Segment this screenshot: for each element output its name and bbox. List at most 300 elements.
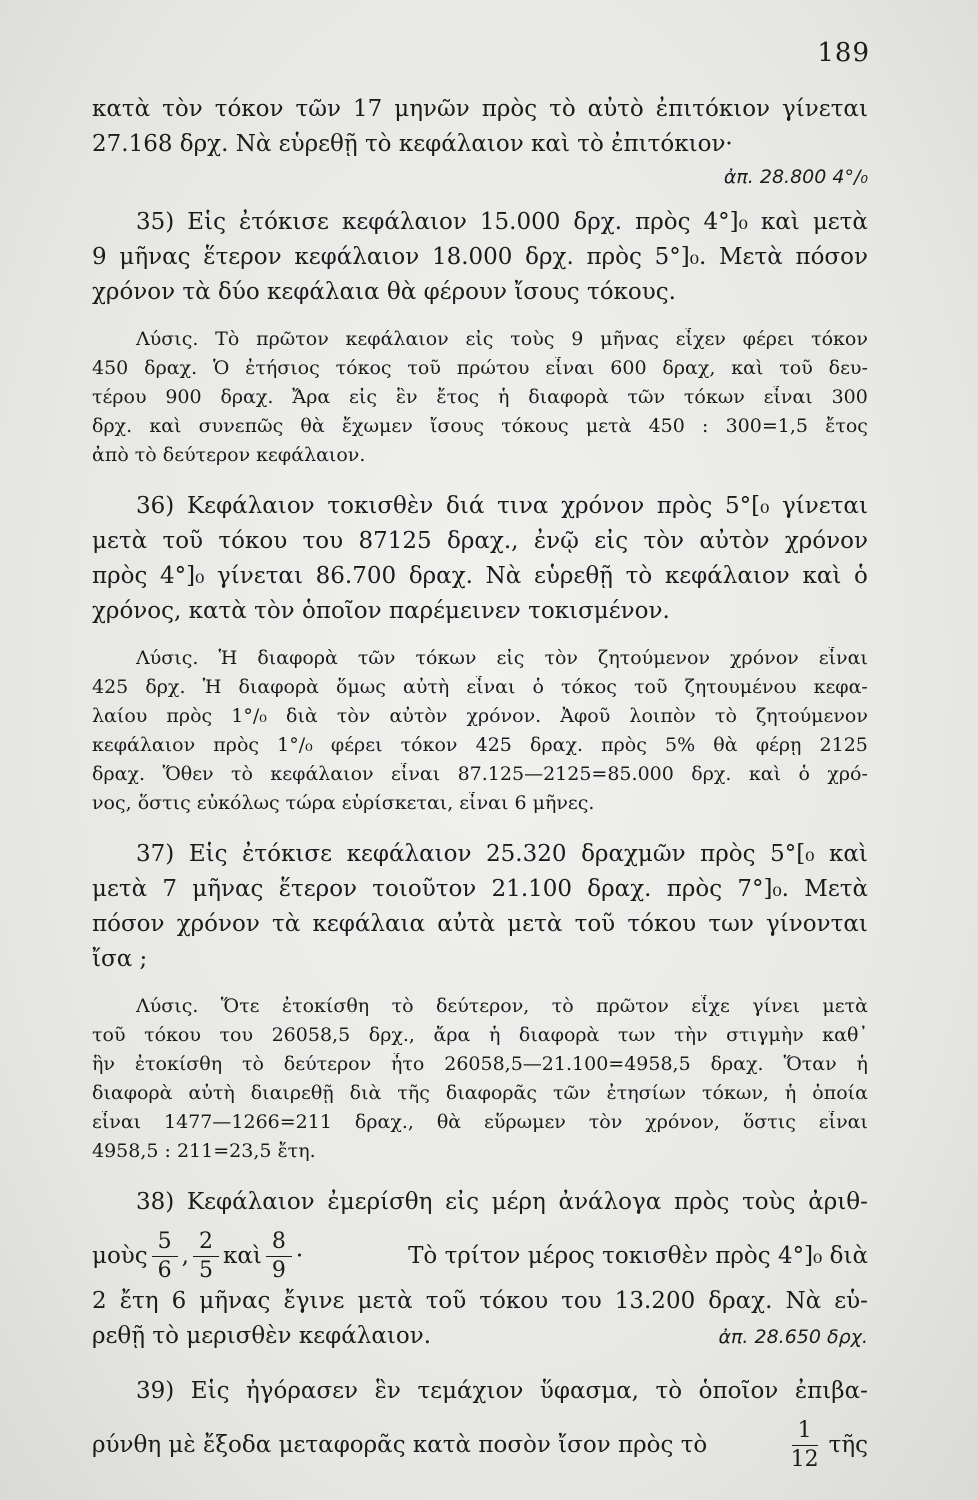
- word: τινα: [497, 493, 549, 519]
- word: κεφάλαια: [312, 911, 426, 937]
- word: τοὺς: [742, 1189, 796, 1215]
- word: 6: [171, 1288, 187, 1314]
- word: λαίου: [92, 705, 148, 727]
- word: θὰ: [713, 734, 738, 756]
- word: γίνεται: [782, 493, 868, 519]
- word: ὁ: [532, 676, 544, 698]
- word: 87.125—2125=85.000: [457, 763, 674, 785]
- word: μετὰ: [92, 876, 148, 902]
- word: 5°[₀: [770, 841, 815, 867]
- word: κεφάλαιον: [345, 328, 449, 350]
- word: 9: [92, 244, 107, 270]
- word: μετὰ: [585, 415, 632, 437]
- word: 37): [136, 841, 175, 867]
- word: εὕρωμεν: [484, 1111, 566, 1133]
- word: πρὸς: [166, 705, 213, 727]
- word: ἡ: [856, 1053, 868, 1075]
- word: των: [708, 911, 754, 937]
- word: ὁποῖον: [698, 1378, 779, 1404]
- solution-36-line: [92, 734, 868, 763]
- word: δρχ.,: [368, 1024, 415, 1046]
- word: 4°]₀: [160, 563, 205, 589]
- problem-38-fraction-line: μοὺς $\frac{5}{6}$ , $\frac{2}{5}$ καὶ $\frac{8}{9}$ · Τὸ τρίτον μέρος τοκισθὲν πρὸς 4°]₀ διὰ: [92, 1228, 868, 1283]
- word: 26058,5—21.100=4958,5: [444, 1053, 691, 1075]
- text-line: 27.168 δρχ. Νὰ εὑρεθῇ τὸ κεφάλαιον καὶ τὸ ἐπιτόκιον·: [92, 131, 733, 157]
- word: Ἀφοῦ: [560, 705, 611, 727]
- solution-35-line: [92, 357, 868, 386]
- word: τὸ: [551, 995, 574, 1017]
- word: γίνει: [752, 995, 800, 1017]
- word: γίνεται: [782, 96, 868, 122]
- fraction-1-12: $\frac{1}{12}$: [790, 1417, 819, 1472]
- problem-37-line: ἴσα ;: [92, 946, 148, 972]
- word: αὐτὴ: [188, 1082, 235, 1104]
- word: ἐπιβα-: [794, 1378, 868, 1404]
- word: 900: [165, 386, 202, 408]
- solution-35-line: [92, 415, 868, 444]
- word: τοὺς: [510, 328, 555, 350]
- word: δραχ.: [530, 734, 583, 756]
- word: εἰς: [594, 528, 629, 554]
- word: ἠγόρασεν: [246, 1378, 359, 1404]
- word: τόκος: [561, 676, 617, 698]
- word: λοιπὸν: [629, 705, 696, 727]
- word: δεύτερον,: [435, 995, 530, 1017]
- word: ὅμως: [336, 676, 386, 698]
- word: πρὸς: [586, 244, 642, 270]
- word: 450: [648, 415, 685, 437]
- word: Νὰ: [785, 1288, 822, 1314]
- word: 38): [136, 1189, 175, 1215]
- problem-38-line: [92, 1189, 868, 1224]
- word: 2: [92, 1288, 107, 1314]
- fraction-group: μοὺς $\frac{5}{6}$ , $\frac{2}{5}$ καὶ $\frac{8}{9}$ ·: [92, 1228, 304, 1283]
- word: 425: [475, 734, 512, 756]
- word: τὸν: [643, 528, 685, 554]
- problem-39-fraction-line: ρύνθη μὲ ἔξοδα μεταφορᾶς κατὰ ποσὸν ἴσον πρὸς τὸ $\frac{1}{12}$ τῆς: [92, 1417, 868, 1472]
- word: δραχ,: [662, 357, 716, 379]
- word: δρχ.: [145, 676, 186, 698]
- word: δραχ.: [710, 1053, 764, 1075]
- word: κεφάλαιον: [341, 209, 467, 235]
- problem-36-line: [92, 563, 868, 598]
- word: κεφα-: [813, 676, 868, 698]
- word: τόκου: [479, 1288, 549, 1314]
- word: ἕτερον: [278, 876, 358, 902]
- word: Ὅθεν: [162, 763, 214, 785]
- word: ἣν: [92, 1053, 115, 1075]
- word: τῆς: [397, 1082, 430, 1104]
- word: εἰς: [496, 647, 525, 669]
- word: δεύτερον: [283, 1053, 372, 1075]
- word: ὁ: [854, 563, 868, 589]
- word: 26058,5: [271, 1024, 351, 1046]
- word: δραχ.: [708, 1288, 773, 1314]
- word: ἦτο: [391, 1053, 425, 1075]
- word: τὸ: [549, 96, 576, 122]
- word: Ἄρα: [292, 386, 331, 408]
- word: τόκων,: [702, 1082, 769, 1104]
- word: τόκων: [683, 386, 745, 408]
- word: τόκου: [144, 1024, 201, 1046]
- word: ἐτόκισε: [239, 209, 329, 235]
- word: τῶν: [627, 386, 666, 408]
- word: εἶχεν: [675, 328, 726, 350]
- word: 600: [610, 357, 647, 379]
- problem-36-line: [92, 493, 868, 528]
- word: 86.700: [315, 563, 397, 589]
- word: χρόνον,: [645, 1111, 720, 1133]
- word: καθ᾽: [822, 1024, 868, 1046]
- word: κεφάλαιον: [92, 734, 196, 756]
- word: ἐτόκισε: [242, 841, 333, 867]
- word: κεφάλαιον: [294, 244, 420, 270]
- word: στιγμὴν: [726, 1024, 804, 1046]
- word: συνεπῶς: [198, 415, 284, 437]
- word: τὸν: [336, 705, 371, 727]
- text-line: [92, 96, 868, 131]
- word: πρῶτον: [256, 328, 329, 350]
- word: ἔχωμεν: [341, 415, 413, 437]
- word: καὶ: [748, 763, 782, 785]
- word: δευ-: [828, 357, 868, 379]
- word: τὸ: [625, 563, 653, 589]
- word: ἓν: [395, 386, 418, 408]
- page-body: [92, 96, 868, 1477]
- word: δρχ.: [92, 415, 133, 437]
- word: αὐτὴ: [403, 676, 450, 698]
- word: εὑ-: [834, 1288, 868, 1314]
- word: 39): [136, 1378, 175, 1404]
- word: τὴν: [674, 1024, 708, 1046]
- word: Μετὰ: [719, 244, 783, 270]
- word: πρῶτον: [596, 995, 669, 1017]
- word: διαφορὰ: [257, 647, 338, 669]
- word: ἐνῷ: [533, 528, 579, 554]
- solution-35-line: [92, 328, 868, 357]
- word: εἶχε: [691, 995, 730, 1017]
- word: τόκον: [811, 328, 868, 350]
- word: τὸ: [714, 705, 737, 727]
- word: ἔτος: [825, 415, 868, 437]
- word: Ἡ: [218, 647, 238, 669]
- word: 21.100: [491, 876, 573, 902]
- word: Τὸ: [215, 328, 240, 350]
- word: αὐτὸν: [699, 528, 770, 554]
- word: του: [219, 1024, 254, 1046]
- word: διά: [445, 493, 485, 519]
- word: εἰς: [445, 1189, 479, 1215]
- word: δραχ.,: [447, 528, 519, 554]
- word: 5°]₀.: [654, 244, 707, 270]
- word: ἡ: [488, 1024, 501, 1046]
- word: ἕτερον: [203, 244, 282, 270]
- solution-35-line: ἀπὸ τὸ δεύτερον κεφάλαιον.: [92, 444, 366, 466]
- word: τῶν: [295, 96, 341, 122]
- word: τόκος: [335, 357, 392, 379]
- word: διαφορὰ: [238, 676, 319, 698]
- word: εἶναι: [818, 1111, 868, 1133]
- word: τοῦ: [779, 357, 813, 379]
- problem-35-line: χρόνον τὰ δύο κεφάλαια θὰ φέρουν ἴσους τόκους.: [92, 279, 676, 305]
- word: φέρει: [330, 734, 383, 756]
- problem-38-line: ρεθῇ τὸ μερισθὲν κεφάλαιον. ἀπ. 28.650 δρχ.: [92, 1323, 868, 1349]
- word: τοῦ: [407, 357, 441, 379]
- word: ἀριθ-: [808, 1189, 868, 1215]
- word: κεφάλαιον: [270, 763, 374, 785]
- fraction-8-9: $\frac{8}{9}$: [266, 1231, 292, 1282]
- word: του: [561, 1288, 602, 1314]
- word: τόκον: [214, 96, 284, 122]
- solution-37-line: [92, 1024, 868, 1053]
- word: τόκου: [218, 528, 288, 554]
- word: καὶ: [149, 415, 182, 437]
- word: τὸν: [588, 1111, 623, 1133]
- word: δραχ.: [220, 386, 274, 408]
- word: μῆνας: [119, 244, 191, 270]
- word: πρὸς: [213, 734, 260, 756]
- word: 7: [162, 876, 178, 902]
- word: τῶν: [357, 647, 396, 669]
- word: Ἡ: [202, 676, 222, 698]
- word: χρόνον: [176, 911, 260, 937]
- word: ἓν: [374, 1378, 401, 1404]
- word: εἶναι: [763, 386, 813, 408]
- word: μετὰ: [357, 1288, 413, 1314]
- word: ἡ: [784, 1082, 797, 1104]
- word: ὕφασμα,: [539, 1378, 639, 1404]
- word: χρό-: [827, 763, 868, 785]
- word: ἔτος: [436, 386, 480, 408]
- word: διὰ: [286, 705, 318, 727]
- word: γίνεται: [217, 563, 303, 589]
- word: ὁ: [798, 763, 810, 785]
- word: 450: [92, 357, 129, 379]
- word: ἐτοκίσθη: [134, 1053, 223, 1075]
- word: ἐτοκίσθη: [281, 995, 370, 1017]
- word: αὐτὸ: [587, 96, 644, 122]
- solution-36-line: [92, 647, 868, 676]
- word: τέρου: [92, 386, 147, 408]
- word: τῶν: [552, 1082, 591, 1104]
- word: φέρει: [742, 328, 795, 350]
- word: 2125: [819, 734, 868, 756]
- word: 300: [831, 386, 868, 408]
- word: τὸ: [391, 995, 414, 1017]
- word: 13.200: [614, 1288, 696, 1314]
- word: δραχ.: [92, 763, 145, 785]
- word: διαφορᾶς: [445, 1082, 537, 1104]
- word: μετὰ: [92, 528, 148, 554]
- fraction-group: $\frac{1}{12}$ τῆς: [781, 1420, 868, 1471]
- word: καὶ: [731, 357, 764, 379]
- problem-35-line: [92, 244, 868, 279]
- word: κατὰ: [92, 96, 151, 122]
- word: διαφορὰ: [528, 386, 609, 408]
- word: μετὰ: [507, 911, 563, 937]
- word: ἐτησίων: [606, 1082, 687, 1104]
- word: κεφάλαιον: [664, 563, 790, 589]
- word: χρόνον: [561, 493, 645, 519]
- word: ἴσους: [429, 415, 485, 437]
- word: αὐτὰ: [437, 911, 496, 937]
- word: θὰ: [436, 1111, 462, 1133]
- problem-36-line: [92, 528, 868, 563]
- word: φέρῃ: [755, 734, 802, 756]
- solution-36-line: [92, 676, 868, 705]
- word: εἶναι: [545, 357, 595, 379]
- word: μῆνας: [192, 876, 264, 902]
- word: τεμάχιον: [417, 1378, 524, 1404]
- word: Ὁ: [212, 357, 230, 379]
- word: πρὸς: [700, 841, 756, 867]
- word: τὸν: [544, 647, 578, 669]
- word: ὁποία: [812, 1082, 868, 1104]
- word: :: [702, 415, 709, 437]
- word: 5%: [665, 734, 696, 756]
- word: πρὸς: [656, 493, 713, 519]
- word: μῆνας: [199, 1288, 271, 1314]
- word: Νὰ: [485, 563, 522, 589]
- word: Λύσις.: [136, 647, 199, 669]
- word: Μετὰ: [804, 876, 868, 902]
- word: εἶναι: [391, 763, 441, 785]
- word: δραχ.: [144, 357, 198, 379]
- word: δρχ.: [525, 244, 574, 270]
- word: 4°]₀: [703, 209, 748, 235]
- word: δρχ.: [573, 209, 623, 235]
- fraction-2-5: $\frac{2}{5}$: [193, 1231, 219, 1282]
- word: εἶναι: [466, 676, 516, 698]
- word: τὸ: [241, 1053, 264, 1075]
- word: πόσον: [795, 244, 868, 270]
- problem-39-line: [92, 1378, 868, 1413]
- word: Λύσις.: [136, 328, 199, 350]
- word: μετὰ: [812, 209, 868, 235]
- word: τόκους: [501, 415, 569, 437]
- word: 35): [136, 209, 175, 235]
- word: πρὸς: [674, 1189, 730, 1215]
- word: μῆνας: [600, 328, 659, 350]
- word: τὸ: [655, 1378, 683, 1404]
- word: ἡ: [498, 386, 510, 408]
- solution-37-line: [92, 1053, 868, 1082]
- word: 1°/₀: [231, 705, 267, 727]
- word: τοῦ: [634, 676, 668, 698]
- word: εἶναι: [818, 647, 868, 669]
- word: γίνονται: [766, 911, 868, 937]
- answer-line: ἀπ. 28.800 4°/₀: [723, 166, 868, 188]
- word: δρχ.: [691, 763, 732, 785]
- word: τὰ: [272, 911, 301, 937]
- problem-38-line: [92, 1288, 868, 1323]
- word: καὶ: [829, 841, 868, 867]
- word: διαιρεθῇ: [250, 1082, 334, 1104]
- word: πρὸς: [92, 563, 148, 589]
- word: ὅστις: [742, 1111, 796, 1133]
- word: Εἷς: [187, 209, 226, 235]
- word: δραχ.: [587, 876, 652, 902]
- word: ζητούμενον: [756, 705, 868, 727]
- word: αὐτὸν: [389, 705, 448, 727]
- word: εἰς: [465, 328, 494, 350]
- word: 17: [352, 96, 383, 122]
- answer-38: ἀπ. 28.650 δρχ.: [718, 1326, 868, 1348]
- word: πρώτου: [456, 357, 530, 379]
- page-number: 189: [817, 38, 870, 68]
- word: Ὅτε: [220, 995, 260, 1017]
- word: μηνῶν: [394, 96, 470, 122]
- word: τοῦ: [574, 911, 616, 937]
- word: 1477—1266=211: [164, 1111, 332, 1133]
- word: δραχ.,: [354, 1111, 414, 1133]
- problem-37-line: [92, 911, 868, 946]
- word: χρόνον: [730, 647, 799, 669]
- fraction-5-6: $\frac{5}{6}$: [152, 1231, 178, 1282]
- problem-37-line: [92, 841, 868, 876]
- word: τοιοῦτον: [372, 876, 477, 902]
- solution-37-line: [92, 1111, 868, 1140]
- word: πόσον: [92, 911, 165, 937]
- word: Λύσις.: [136, 995, 199, 1017]
- problem-37-line: [92, 876, 868, 911]
- word: 7°]₀.: [737, 876, 789, 902]
- problem-36-line: χρόνος, κατὰ τὸν ὁποῖον παρέμεινεν τοκισμένον.: [92, 598, 670, 624]
- word: πρὸς: [666, 876, 723, 902]
- word: 300=1,5: [725, 415, 808, 437]
- solution-37-line: [92, 1082, 868, 1111]
- word: Εἷς: [190, 1378, 230, 1404]
- word: ἄρα: [433, 1024, 471, 1046]
- word: 36): [136, 493, 175, 519]
- word: θὰ: [300, 415, 325, 437]
- word: διὰ: [349, 1082, 382, 1104]
- solution-37-line: [92, 995, 868, 1024]
- word: 1°/₀: [277, 734, 313, 756]
- word: Ὅταν: [783, 1053, 837, 1075]
- word: του: [302, 528, 344, 554]
- word: εἶναι: [92, 1111, 142, 1133]
- word: τοῦ: [162, 528, 204, 554]
- word: ἔγινε: [283, 1288, 345, 1314]
- word: κεφάλαιον: [346, 841, 472, 867]
- solution-35-line: [92, 386, 868, 415]
- word: χρόνον.: [466, 705, 542, 727]
- word: τόκων: [415, 647, 477, 669]
- word: ἔτη: [119, 1288, 159, 1314]
- word: μετὰ: [822, 995, 868, 1017]
- word: 25.320: [486, 841, 567, 867]
- word: ἐμερίσθη: [327, 1189, 433, 1215]
- solution-37-line: 4958,5 : 211=23,5 ἔτη.: [92, 1140, 316, 1162]
- word: 15.000: [479, 209, 561, 235]
- word: τὸν: [162, 96, 203, 122]
- word: δραχ.: [408, 563, 473, 589]
- word: 87125: [358, 528, 432, 554]
- word: πρὸς: [481, 96, 538, 122]
- word: 5°[₀: [725, 493, 770, 519]
- word: διαφορὰ: [92, 1082, 173, 1104]
- word: τόκον: [400, 734, 458, 756]
- word: των: [617, 1024, 656, 1046]
- solution-36-line: [92, 763, 868, 792]
- word: ζητούμενον: [598, 647, 710, 669]
- word: τόκου: [627, 911, 697, 937]
- word: ἐπιτόκιον: [655, 96, 771, 122]
- word: πρὸς: [635, 209, 691, 235]
- solution-36-line: [92, 705, 868, 734]
- word: Κεφάλαιον: [186, 493, 315, 519]
